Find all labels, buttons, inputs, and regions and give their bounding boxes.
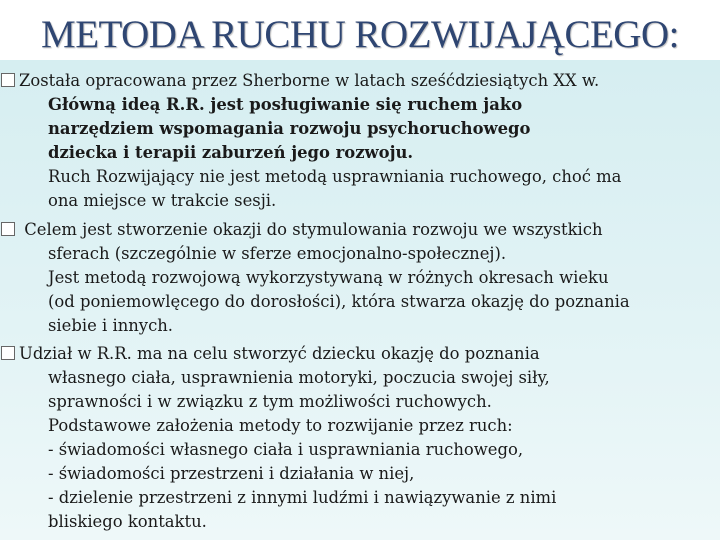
paragraph-3-line-2: własnego ciała, usprawnienia motoryki, poczucia swojej siły, xyxy=(48,368,550,387)
paragraph-1-line-1: Została opracowana przez Sherborne w latach sześćdziesiątych XX w. xyxy=(19,71,600,90)
paragraph-1 xyxy=(0,69,700,213)
paragraph-1-line-3: narzędziem wspomagania rozwoju psychoruchowego xyxy=(48,119,531,138)
paragraph-1-line-6: ona miejsce w trakcie sesji. xyxy=(48,191,277,210)
paragraph-2-line-1: Celem jest stworzenie okazji do stymulowania rozwoju we wszystkich xyxy=(19,220,603,239)
paragraph-3-line-3: sprawności i w związku z tym możliwości ruchowych. xyxy=(48,392,492,411)
paragraph-1-line-4: dziecka i terapii zaburzeń jego rozwoju. xyxy=(48,143,414,162)
paragraph-1-line-2: Główną ideą R.R. jest posługiwanie się ruchem jako xyxy=(48,95,523,114)
paragraph-2-line-3: Jest metodą rozwojową wykorzystywaną w różnych okresach wieku xyxy=(48,268,609,287)
paragraph-2-line-5: siebie i innych. xyxy=(48,316,174,335)
paragraph-1-line-5: Ruch Rozwijający nie jest metodą usprawniania ruchowego, choć ma xyxy=(48,167,622,186)
paragraph-3-line-5: - świadomości własnego ciała i usprawniania ruchowego, xyxy=(48,440,524,459)
paragraph-3-line-4: Podstawowe założenia metody to rozwijanie przez ruch: xyxy=(48,416,513,435)
paragraph-3-line-1: Udział w R.R. ma na celu stworzyć dziecku okazję do poznania xyxy=(19,344,540,363)
paragraph-2 xyxy=(0,218,700,338)
bullet-box-icon xyxy=(1,346,15,360)
bullet-box-icon xyxy=(1,222,15,236)
paragraph-3-line-8: bliskiego kontaktu. xyxy=(48,512,207,531)
bullet-box-icon xyxy=(1,73,15,87)
paragraph-2-line-4: (od poniemowlęcego do dorosłości), która stwarza okazję do poznania xyxy=(48,292,630,311)
paragraph-3-line-7: - dzielenie przestrzeni z innymi ludźmi i nawiązywanie z nimi xyxy=(48,488,557,507)
slide-title: METODA RUCHU ROZWIJAJĄCEGO: xyxy=(41,13,679,56)
paragraph-3 xyxy=(0,342,700,534)
paragraph-2-line-2: sferach (szczególnie w sferze emocjonalno-społecznej). xyxy=(48,244,507,263)
paragraph-3-line-6: - świadomości przestrzeni i działania w niej, xyxy=(48,464,415,483)
